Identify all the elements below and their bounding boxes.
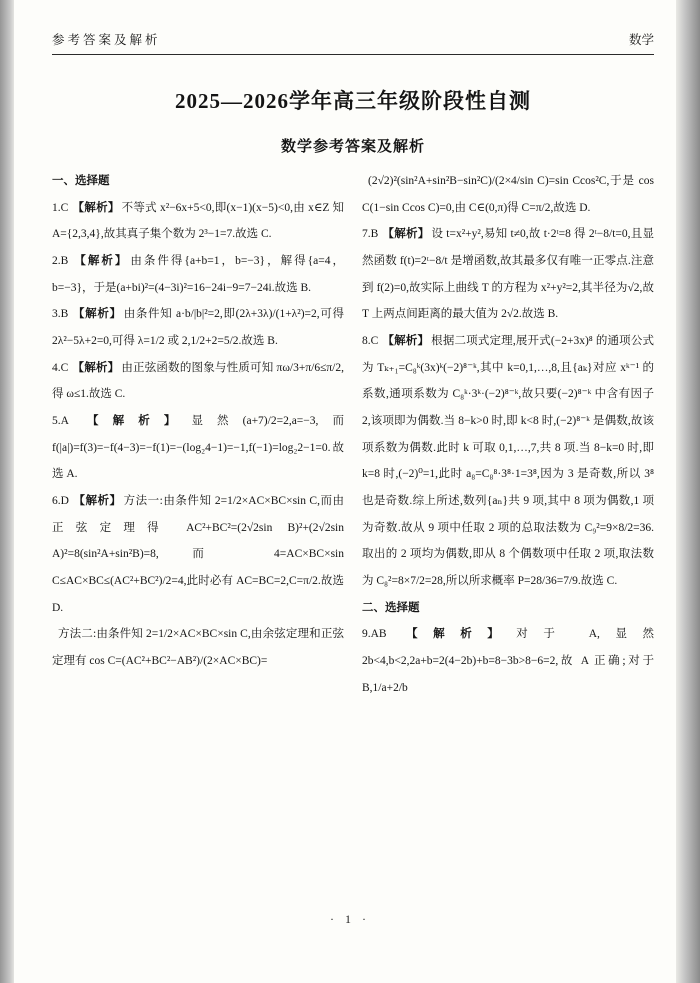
item-text: 不等式 x²−6x+5<0,即(x−1)(x−5)<0,由 x∈Z 知 A={2,3,4},故其真子集个数为 2³−1=7.故选 C. bbox=[52, 201, 345, 241]
answer-item-4 bbox=[52, 355, 344, 408]
item-text: 方法一:由条件知 2=1/2×AC×BC×sin C,而由正弦定理得 AC²+BC²=(2√2sin B)²+(2√2sin A)²=8(sin²A+sin²B)=8,而 4=AC×BC×sin C≤AC×BC≤(AC²+BC²)/2=4,此时必有 AC=BC=2,C=π/2.故选 D. bbox=[52, 495, 345, 614]
scan-edge-right bbox=[676, 0, 700, 983]
item-text: 设 t=x²+y²,易知 t≠0,故 t·2ᵗ=8 得 2ᵗ−8/t=0,且显然函数 f(t)=2ᵗ−8/t 是增函数,故其最多仅有唯一正零点.注意到 f(2)=0,故实际上曲线 T 的方程为 x²+y²=2,其半径为√2,故 T 上两点间距离的最大值为 2√2.故选 B. bbox=[362, 228, 655, 321]
answer-item-2 bbox=[52, 248, 344, 301]
item-text: (2√2)²(sin²A+sin²B−sin²C)/(2×4/sin C)=sin Ccos²C,于是 cos C(1−sin Ccos C)=0,由 C∈(0,π)得 C=π/2,故选 D. bbox=[362, 175, 654, 214]
item-label: 7.B bbox=[362, 228, 379, 241]
left-column bbox=[52, 168, 344, 701]
analysis-tag: 【解析】 bbox=[72, 495, 122, 508]
answer-item-6-continuation bbox=[362, 168, 654, 221]
answer-item-6-method2 bbox=[52, 621, 344, 674]
item-text: 显然(a+7)/2=2,a=−3,而 f(|a|)=f(3)=−f(4−3)=−f(1)=−(log₂4−1)=−1,f(−1)=log₂2−1=0.故选 A. bbox=[52, 415, 344, 481]
item-label: 4.C bbox=[52, 361, 69, 374]
item-label: 3.B bbox=[52, 308, 69, 321]
item-label: 9.AB bbox=[362, 628, 387, 641]
item-text: 根据二项式定理,展开式(−2+3x)⁸ 的通项公式为 Tₖ₊₁=C₈ᵏ(3x)ᵏ(−2)⁸⁻ᵏ,其中 k=0,1,…,8,且{aₖ}对应 xᵏ⁻¹ 的系数,通项系数为 C₈ᵏ·3ᵏ·(−2)⁸⁻ᵏ,故只要(−2)⁸⁻ᵏ 中含有因子 2,该项即为偶数.当 8−k>0 时,即 k<8 时,(−2)⁸⁻ᵏ 是偶数,故该项系数为偶数.此时 k 可取 0,1,…,7,共 8 项.当 8−k=0 时,即 k=8 时,(−2)⁰=1,此时 a₈=C₈⁸·3⁸·1=3⁸,因为 3 是奇数,所以 3⁸ 也是奇数.综上所述,数列{aₙ}共 9 项,其中 8 项为偶数,1 项为奇数.故从 9 项中任取 2 项的总取法数为 C₉²=9×8/2=36.取出的 2 项均为偶数,即从 8 个偶数项中任取 2 项,取法数为 C₈²=8×7/2=28,所以所求概率 P=28/36=7/9.故选 C. bbox=[362, 335, 655, 588]
section-heading-2: 二、选择题 bbox=[362, 601, 420, 614]
analysis-tag: 【解析】 bbox=[72, 415, 190, 428]
page-subtitle: 数学参考答案及解析 bbox=[280, 139, 425, 155]
answer-item-8 bbox=[362, 328, 654, 595]
page-header bbox=[52, 30, 654, 48]
header-right-text: 数学 bbox=[628, 33, 654, 47]
analysis-tag: 【解析】 bbox=[390, 628, 515, 641]
answer-item-5 bbox=[52, 408, 344, 488]
item-label: 2.B bbox=[52, 255, 69, 268]
item-text: 由条件得{a+b=1，b=−3}，解得{a=4，b=−3}，于是(a+bi)²=(4−3i)²=16−24i−9=7−24i.故选 B. bbox=[52, 255, 344, 294]
answer-item-9 bbox=[362, 621, 654, 701]
item-label: 5.A bbox=[52, 415, 69, 428]
analysis-tag: 【解析】 bbox=[72, 255, 129, 268]
item-text: 对于 A,显然 2b<4,b<2,2a+b=2(4−2b)+b=8−3b>8−6=2,故 A 正确;对于 B,1/a+2/b bbox=[362, 628, 654, 694]
item-text: 由正弦函数的图象与性质可知 πω/3+π/6≤π/2,得 ω≤1.故选 C. bbox=[52, 361, 345, 401]
header-left-text: 参考答案及解析 bbox=[52, 33, 161, 47]
analysis-tag: 【解析】 bbox=[72, 201, 120, 214]
item-text: 由条件知 a·b/|b|²=2,即(2λ+3λ)/(1+λ²)=2,可得 2λ²−5λ+2=0,可得 λ=1/2 或 2,1/2+2=5/2.故选 B. bbox=[52, 308, 345, 348]
right-column bbox=[362, 168, 654, 701]
answer-item-7 bbox=[362, 221, 654, 328]
page-content bbox=[52, 0, 654, 701]
answer-item-1 bbox=[52, 195, 344, 248]
answer-item-3 bbox=[52, 301, 344, 354]
analysis-tag: 【解析】 bbox=[72, 308, 122, 321]
analysis-tag: 【解析】 bbox=[382, 228, 430, 241]
page-title: 2025—2026学年高三年级阶段性自测 bbox=[175, 89, 531, 113]
two-column-body bbox=[52, 168, 654, 701]
header-rule bbox=[52, 54, 654, 55]
item-label: 8.C bbox=[362, 335, 379, 348]
item-text: 方法二:由条件知 2=1/2×AC×BC×sin C,由余弦定理和正弦定理有 cos C=(AC²+BC²−AB²)/(2×AC×BC)= bbox=[52, 628, 344, 668]
analysis-tag: 【解析】 bbox=[382, 335, 430, 348]
analysis-tag: 【解析】 bbox=[72, 361, 120, 374]
item-label: 1.C bbox=[52, 201, 69, 214]
page-number: · 1 · bbox=[330, 912, 370, 926]
scan-edge-left bbox=[0, 0, 14, 983]
answer-item-6 bbox=[52, 488, 344, 621]
item-label: 6.D bbox=[52, 495, 69, 508]
section-heading-1: 一、选择题 bbox=[52, 175, 110, 187]
